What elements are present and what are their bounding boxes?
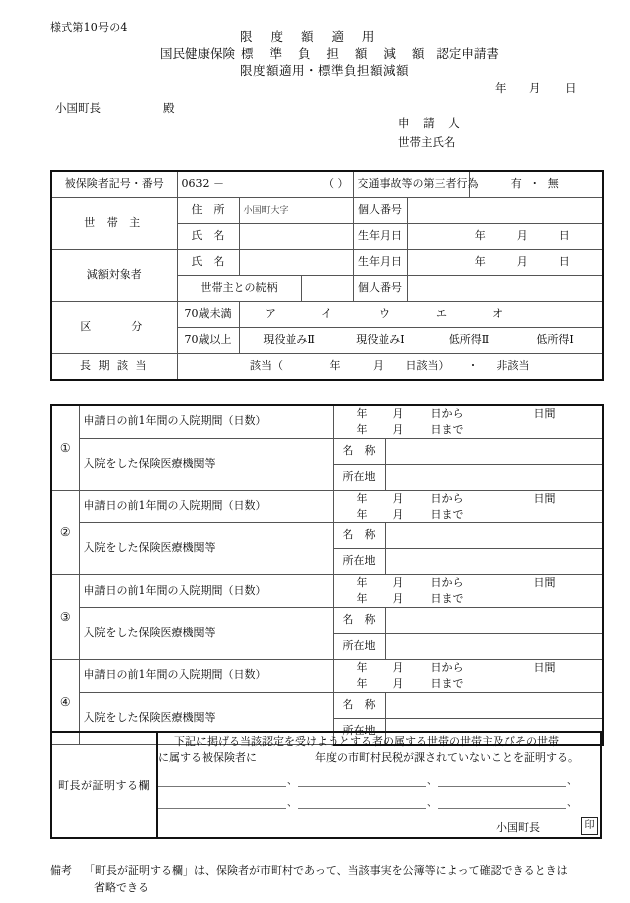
householder-birthdate-ymd [412,229,599,244]
admission-days-unit-3: 日間 [533,576,556,590]
householder-mynumber-label: 個人番号 [353,198,407,224]
certification-text-line1: 下記に掲げる当該認定を受けようとする者の属する世帯の世帯主及びその世帯 [174,734,559,748]
householder-name-label: 世帯主氏名 [398,135,456,149]
date-day-label: 日 [565,81,577,95]
institution-address-input-2[interactable] [385,549,603,575]
to-month-label: 月 [392,422,404,436]
target-name-label: 氏 名 [177,250,239,276]
householder-name-input[interactable] [239,224,353,250]
from-month-label: 月 [392,407,404,420]
insured-number-field[interactable] [177,171,353,198]
admission-period-input-4[interactable] [333,660,603,693]
admission-row-period [51,575,603,608]
longterm-month-label: 月 [373,359,385,373]
under70-label: 70歳未満 [177,302,239,328]
admission-period-dates-1 [338,407,556,436]
application-main-table [50,170,604,381]
admission-row-period [51,490,603,523]
certification-blank-2[interactable] [298,775,426,787]
insured-number-label: 被保険者記号・番号 [51,171,177,198]
admission-days-unit-2: 日間 [533,491,556,505]
relation-input[interactable] [301,276,353,302]
birth-day-label: 日 [558,229,570,243]
footer-note [50,862,610,896]
blank-separator: 、 [567,797,577,809]
target-birthdate-ymd [412,255,599,270]
over70-option-teishotoku-2[interactable]: 低所得Ⅱ [448,333,490,347]
admission-number-4: ④ [51,660,79,745]
admission-row-institution-name [51,692,603,718]
institution-name-label-3: 名 称 [333,608,385,634]
under70-option-u[interactable]: ウ [379,307,390,321]
address-label: 住 所 [177,198,239,224]
title-standard-burden: 標 準 負 担 額 減 額 [241,46,431,61]
title-line-3: 限度額適用・標準負担額減額 [240,63,410,78]
from-month-label: 月 [392,576,404,590]
admission-period-label-2: 申請日の前1年間の入院期間（日数） [79,490,333,523]
third-party-label: 交通事故等の第三者行為 [353,171,469,198]
over70-option-teishotoku-1[interactable]: 低所得Ⅰ [536,333,574,347]
institution-name-label-4: 名 称 [333,692,385,718]
under70-option-a[interactable]: ア [265,307,276,321]
from-day-suffix: 日から [430,576,464,590]
admission-period-label-1: 申請日の前1年間の入院期間（日数） [79,405,333,438]
title-line-1: 限 度 額 適 用 [240,29,382,44]
row-longterm [51,354,603,381]
from-year-label: 年 [356,661,368,675]
note-label: 備考 [50,864,72,877]
under70-option-list [244,307,599,322]
admission-row-institution-name [51,438,603,464]
certification-blank-1[interactable] [158,775,286,787]
seal-stamp-icon[interactable]: 印 [581,817,598,835]
admission-period-dates-4 [338,661,556,690]
certification-text-line2-b: 年度の市町村民税が課されていないことを証明する。 [315,750,579,764]
admission-days-unit-4: 日間 [533,661,556,675]
over70-option-genekinami-2[interactable]: 現役並みⅡ [263,333,315,347]
to-day-suffix: 日まで [430,422,464,436]
admission-row-period [51,660,603,693]
blank-separator: 、 [427,797,437,809]
from-day-suffix: 日から [430,407,464,420]
longterm-label: 長 期 該 当 [51,354,177,381]
birth-year-label: 年 [474,229,486,243]
target-mynumber-input[interactable] [407,276,603,302]
admission-number-3: ③ [51,575,79,660]
admission-period-label-4: 申請日の前1年間の入院期間（日数） [79,660,333,693]
from-day-suffix: 日から [430,661,464,675]
institution-address-label-1: 所在地 [333,464,385,490]
admission-period-input-1[interactable] [333,405,603,438]
longterm-inline [250,359,530,372]
certification-body [157,732,601,838]
addressee-honorific: 殿 [163,101,175,115]
certification-statement [158,734,600,766]
row-householder-address [51,198,603,224]
under70-option-e[interactable]: エ [436,307,447,321]
certification-blank-row-1 [158,775,600,787]
certification-signature-area [158,819,600,837]
certification-blank-4[interactable] [158,797,286,809]
to-day-suffix: 日まで [430,592,464,606]
target-birth-month-label: 月 [516,255,528,269]
from-month-label: 月 [392,491,404,505]
row-target-name [51,250,603,276]
admission-period-input-3[interactable] [333,575,603,608]
from-year-label: 年 [356,491,368,505]
admission-institution-label-2: 入院をした保険医療機関等 [79,523,333,575]
institution-address-input-3[interactable] [385,634,603,660]
certification-blank-lines [158,775,600,809]
institution-address-label-3: 所在地 [333,634,385,660]
admission-days-unit-1: 日間 [533,407,556,420]
address-value: 小国町大字 [243,205,289,216]
to-day-suffix: 日まで [430,676,464,690]
reduction-target-label: 減額対象者 [51,250,177,302]
row-category-under70 [51,302,603,328]
certification-row [51,732,601,838]
blank-separator: 、 [287,775,297,787]
admission-period-input-2[interactable] [333,490,603,523]
householder-label: 世 帯 主 [51,198,177,250]
certification-label: 町長が証明する欄 [51,732,157,838]
birth-month-label: 月 [516,229,528,243]
admission-period-label-3: 申請日の前1年間の入院期間（日数） [79,575,333,608]
certification-blank-6[interactable] [438,797,566,809]
applicant-label: 申 請 人 [398,116,465,130]
addressee [55,100,175,116]
institution-name-input-3[interactable] [385,608,603,634]
target-birthdate-label: 生年月日 [353,250,407,276]
certification-blank-row-2 [158,797,600,809]
longterm-not-applicable[interactable]: 非該当 [496,359,530,373]
longterm-applicable-open: 該当（ [250,359,284,373]
addressee-name: 小国町長 [55,101,101,115]
mayor-certification-table [50,731,602,839]
longterm-separator: ・ [467,359,479,373]
certification-blank-5[interactable] [298,797,426,809]
institution-address-label-2: 所在地 [333,549,385,575]
over70-option-list [244,333,599,348]
admission-institution-label-4: 入院をした保険医療機関等 [79,692,333,745]
from-year-label: 年 [356,407,368,420]
householder-name-field-label: 氏 名 [177,224,239,250]
admission-row-institution-name [51,523,603,549]
admission-period-dates-2 [338,492,556,521]
to-month-label: 月 [392,592,404,606]
from-year-label: 年 [356,576,368,590]
admission-blocks-table [50,404,604,746]
longterm-applicable-close: 日該当） [405,359,450,373]
blank-separator: 、 [427,775,437,787]
blank-separator: 、 [287,797,297,809]
householder-birthdate-label: 生年月日 [353,224,407,250]
admission-row-institution-name [51,608,603,634]
to-month-label: 月 [392,676,404,690]
admission-number-2: ② [51,490,79,575]
certification-mayor-title: 小国町長 [496,820,540,834]
to-day-suffix: 日まで [430,507,464,521]
target-birth-year-label: 年 [474,255,486,269]
admission-institution-label-1: 入院をした保険医療機関等 [79,438,333,490]
institution-address-label-4: 所在地 [333,718,385,745]
to-year-label: 年 [356,592,368,606]
row-insured-number [51,171,603,198]
admission-period-dates-3 [338,576,556,605]
admission-institution-label-3: 入院をした保険医療機関等 [79,608,333,660]
insured-number-paren: （ ） [323,177,349,191]
note-text-line2: 省略できる [94,881,149,894]
applicant-block [398,114,465,152]
under70-option-o[interactable]: オ [492,307,503,321]
over70-label: 70歳以上 [177,328,239,354]
category-label: 区 分 [51,302,177,354]
to-month-label: 月 [392,507,404,521]
submission-date[interactable] [495,80,577,96]
relation-label: 世帯主との続柄 [177,276,301,302]
institution-name-input-1[interactable] [385,438,603,464]
to-year-label: 年 [356,676,368,690]
under70-options[interactable] [239,302,603,328]
under70-option-i[interactable]: イ [321,307,332,321]
target-name-input[interactable] [239,250,353,276]
admission-row-period [51,405,603,438]
over70-options[interactable] [239,328,603,354]
address-input[interactable] [239,198,353,224]
target-birthdate-input[interactable] [407,250,603,276]
certification-text-line2-a: に属する被保険者に [158,750,257,764]
householder-birthdate-input[interactable] [407,224,603,250]
date-month-label: 月 [529,81,541,95]
institution-name-label-1: 名 称 [333,438,385,464]
note-text-line1: 「町長が証明する欄」は、保険者が市町村であって、当該事実を公簿等によって確認できるときは [84,864,568,877]
longterm-options[interactable] [177,354,603,381]
admission-number-1: ① [51,405,79,490]
title-application: 認定申請書 [436,46,499,61]
institution-name-input-2[interactable] [385,523,603,549]
title-line-2 [160,45,499,62]
third-party-options[interactable]: 有 ・ 無 [469,171,603,198]
to-year-label: 年 [356,422,368,436]
to-year-label: 年 [356,507,368,521]
over70-option-genekinami-1[interactable]: 現役並みⅠ [356,333,405,347]
date-year-label: 年 [495,81,507,95]
form-number: 様式第10号の4 [50,21,128,34]
from-day-suffix: 日から [430,491,464,505]
institution-address-input-1[interactable] [385,464,603,490]
longterm-year-label: 年 [329,359,341,373]
blank-separator: 、 [567,775,577,787]
target-birth-day-label: 日 [558,255,570,269]
certification-blank-3[interactable] [438,775,566,787]
title-insurance-name: 国民健康保険 [160,46,236,61]
insured-number-value: 0632 － [181,177,224,191]
from-month-label: 月 [392,661,404,675]
institution-name-label-2: 名 称 [333,523,385,549]
institution-name-input-4[interactable] [385,692,603,718]
householder-mynumber-input[interactable] [407,198,603,224]
target-mynumber-label: 個人番号 [353,276,407,302]
